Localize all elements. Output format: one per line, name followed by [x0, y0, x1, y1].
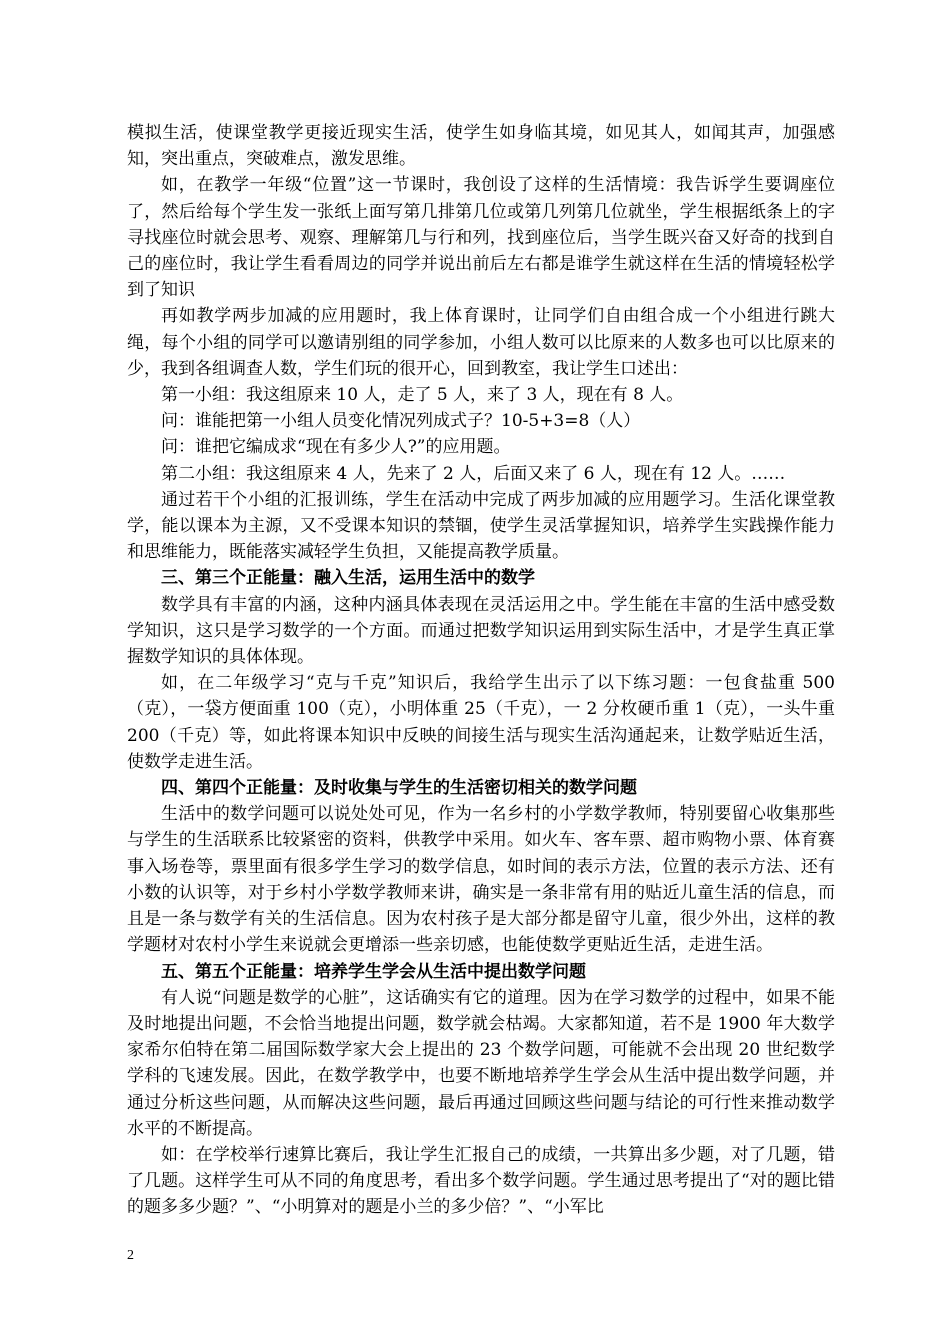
paragraph-speed-contest: 如：在学校举行速算比赛后，我让学生汇报自己的成绩，一共算出多少题，对了几题，错了几题。这样学生可从不同的角度思考，看出多个数学问题。学生通过思考提出了“对的题比错的题多多少题？”、“小明算对的题是小兰的多少倍？”、“小军比	[127, 1144, 835, 1218]
paragraph-continuation: 模拟生活，使课堂教学更接近现实生活，使学生如身临其境，如见其人，如闻其声，加强感知，突出重点，突破难点，激发思维。	[127, 123, 835, 170]
paragraph-summary: 通过若干个小组的汇报训练，学生在活动中完成了两步加减的应用题学习。生活化课堂教学，能以课本为主源，又不受课本知识的禁锢，使学生灵活掌握知识，培养学生实践操作能力和思维能力，既能落实减轻学生负担，又能提高教学质量。	[127, 489, 835, 563]
paragraph-problem-heart: 有人说“问题是数学的心脏”，这话确实有它的道理。因为在学习数学的过程中，如果不能及时地提出问题，不会恰当地提出问题，数学就会枯竭。大家都知道，若不是 1900 年大数学家希尔伯特在第二届国际数学家大会上提出的 23 个数学问题，可能就不会出现 20 世纪数学学科的飞速发展。因此，在数学教学中，也要不断地培养学生学会从生活中提出数学问题，并通过分析这些问题，从而解决这些问题，最后再通过回顾这些问题与结论的可行性来推动数学水平的不断提高。	[127, 987, 835, 1139]
section-heading-four: 四、第四个正能量：及时收集与学生的生活密切相关的数学问题	[161, 778, 637, 799]
paragraph-position-lesson: 如，在教学一年级“位置”这一节课时，我创设了这样的生活情境：我告诉学生要调座位了，然后给每个学生发一张纸上面写第几排第几位或第几列第几位就坐，学生根据纸条上的字寻找座位时就会思考、观察、理解第几与行和列，找到座位后，当学生既兴奋又好奇的找到自己的座位时，我让学生看看周边的同学并说出前后左右都是谁学生就这样在生活的情境轻松学到了知识	[127, 175, 835, 301]
document-body	[127, 120, 835, 1221]
paragraph-gram-kilogram: 如，在二年级学习“克与千克”知识后，我给学生出示了以下练习题：一包食盐重 500（克），一袋方便面重 100（克），小明体重 25（千克），一 2 分枚硬币重 1（克），一头牛重 200（千克）等，如此将课本知识中反映的间接生活与现实生活沟通起来，让数学贴近生活，使数学走进生活。	[127, 673, 835, 772]
page-number: 2	[127, 1248, 134, 1263]
section-heading-three: 三、第三个正能量：融入生活，运用生活中的数学	[161, 568, 535, 589]
paragraph-question-word-problem: 问：谁把它编成求“现在有多少人?”的应用题。	[161, 437, 511, 458]
paragraph-question-formula: 问：谁能把第一小组人员变化情况列成式子？10-5+3=8（人）	[161, 411, 641, 432]
section-heading-five: 五、第五个正能量：培养学生学会从生活中提出数学问题	[161, 961, 586, 982]
paragraph-word-problem-lesson: 再如教学两步加减的应用题时，我上体育课时，让同学们自由组合成一个小组进行跳大绳，每个小组的同学可以邀请别组的同学参加，小组人数可以比原来的人数多也可以比原来的少，我到各组调查人数，学生们玩的很开心，回到教室，我让学生口述出：	[127, 306, 835, 379]
paragraph-collect-problems: 生活中的数学问题可以说处处可见，作为一名乡村的小学数学教师，特别要留心收集那些与学生的生活联系比较紧密的资料，供教学中采用。如火车、客车票、超市购物小票、体育赛事入场卷等，票里面有很多学生学习的数学信息，如时间的表示方法，位置的表示方法、还有小数的认识等，对于乡村小学数学教师来讲，确实是一条非常有用的贴近儿童生活的信息，而且是一条与数学有关的生活信息。因为农村孩子是大部分都是留守儿童，很少外出，这样的教学题材对农村小学生来说就会更增添一些亲切感，也能使数学更贴近生活，走进生活。	[127, 804, 835, 956]
paragraph-group-two-report: 第二小组：我这组原来 4 人，先来了 2 人，后面又来了 6 人，现在有 12 人。……	[161, 463, 786, 484]
paragraph-group-one-report: 第一小组：我这组原来 10 人，走了 5 人，来了 3 人，现在有 8 人。	[161, 385, 684, 406]
paragraph-math-meaning: 数学具有丰富的内涵，这种内涵具体表现在灵活运用之中。学生能在丰富的生活中感受数学知识，这只是学习数学的一个方面。而通过把数学知识运用到实际生活中，才是学生真正掌握数学知识的具体体现。	[127, 594, 835, 668]
